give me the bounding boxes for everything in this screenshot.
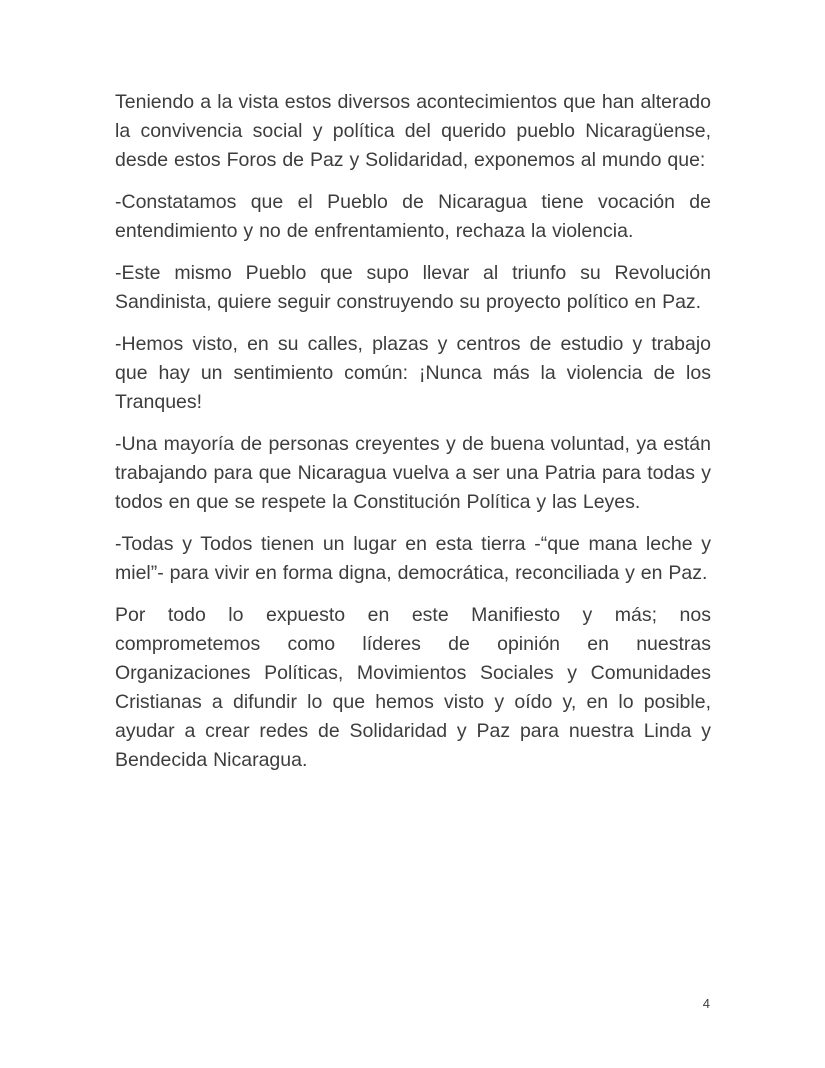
paragraph: Teniendo a la vista estos diversos acontecimientos que han alterado la convivencia social y política del querido pueblo Nicaragüense, desde estos Foros de Paz y Solidaridad, exponemos al mundo que: bbox=[115, 91, 711, 171]
paragraph: -Hemos visto, en su calles, plazas y centros de estudio y trabajo que hay un sentimiento común: ¡Nunca más la violencia de los Tranques! bbox=[115, 333, 711, 413]
page-number: 4 bbox=[702, 996, 710, 1011]
document-body bbox=[115, 88, 711, 788]
paragraph: -Una mayoría de personas creyentes y de buena voluntad, ya están trabajando para que Nicaragua vuelva a ser una Patria para todas y todos en que se respete la Constitución Política y las Leyes. bbox=[115, 433, 711, 513]
paragraph: Por todo lo expuesto en este Manifiesto y más; nos comprometemos como líderes de opinión en nuestras Organizaciones Políticas, Movimientos Sociales y Comunidades Cristianas a difundir lo que hemos visto y oído y, en lo posible, ayudar a crear redes de Solidaridad y Paz para nuestra Linda y Bendecida Nicaragua. bbox=[115, 604, 711, 771]
paragraph: -Constatamos que el Pueblo de Nicaragua tiene vocación de entendimiento y no de enfrentamiento, rechaza la violencia. bbox=[115, 191, 711, 242]
paragraph: -Este mismo Pueblo que supo llevar al triunfo su Revolución Sandinista, quiere seguir construyendo su proyecto político en Paz. bbox=[115, 262, 711, 313]
paragraph: -Todas y Todos tienen un lugar en esta tierra -“que mana leche y miel”- para vivir en forma digna, democrática, reconciliada y en Paz. bbox=[115, 533, 711, 584]
